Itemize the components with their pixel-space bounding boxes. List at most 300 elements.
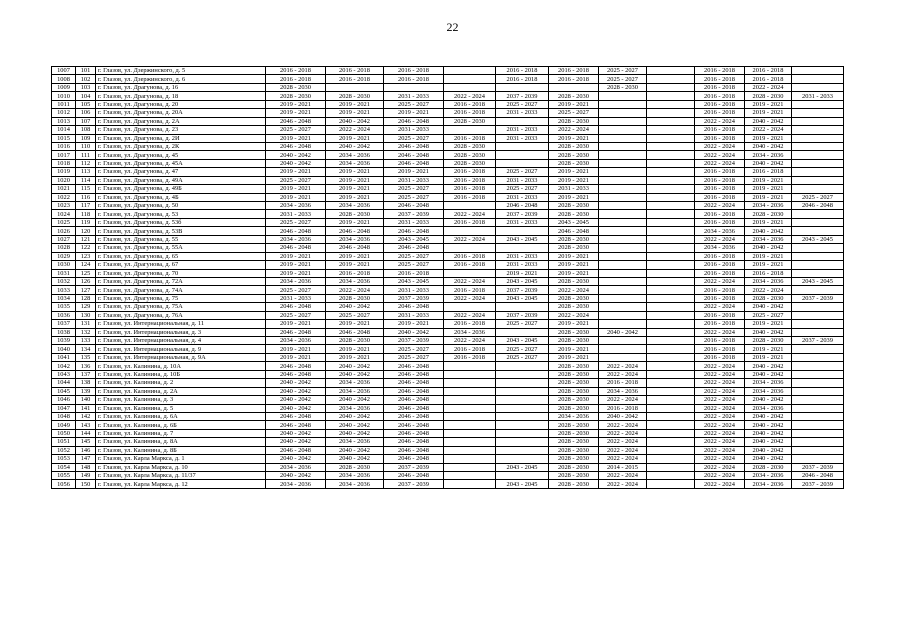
table-row — [52, 303, 844, 311]
period-cell — [444, 480, 496, 488]
period-cell: 2028 - 2030 — [549, 235, 599, 243]
period-cell: 2046 - 2048 — [266, 244, 326, 252]
period-cell — [599, 320, 647, 328]
address-cell: г. Глазов, ул. Калинина, д. 10Б — [96, 370, 266, 378]
period-cell: 2016 - 2018 — [695, 261, 745, 269]
period-cell: 2022 - 2024 — [599, 396, 647, 404]
period-cell — [647, 370, 695, 378]
period-cell: 2034 - 2036 — [549, 412, 599, 420]
period-cell: 2022 - 2024 — [549, 311, 599, 319]
period-cell: 2037 - 2039 — [792, 294, 844, 302]
row-number-cell: 1050 — [52, 429, 76, 437]
row-number-cell: 1011 — [52, 100, 76, 108]
period-cell: 2019 - 2021 — [745, 345, 792, 353]
period-cell — [647, 379, 695, 387]
period-cell — [792, 303, 844, 311]
period-cell — [444, 472, 496, 480]
address-cell: г. Глазов, ул. Драгунова, д. 55 — [96, 235, 266, 243]
period-cell — [647, 353, 695, 361]
period-cell: 2016 - 2018 — [599, 404, 647, 412]
table-row — [52, 117, 844, 125]
period-cell — [444, 455, 496, 463]
table-row — [52, 252, 844, 260]
period-cell — [792, 67, 844, 75]
period-cell: 2022 - 2024 — [695, 429, 745, 437]
period-cell: 2034 - 2036 — [745, 480, 792, 488]
period-cell: 2016 - 2018 — [444, 185, 496, 193]
table-row — [52, 159, 844, 167]
period-cell: 2040 - 2042 — [266, 472, 326, 480]
period-cell: 2025 - 2027 — [326, 311, 384, 319]
address-cell: г. Глазов, ул. Драгунова, д. 53б — [96, 218, 266, 226]
item-number-cell: 123 — [76, 252, 96, 260]
item-number-cell: 119 — [76, 218, 96, 226]
row-number-cell: 1027 — [52, 235, 76, 243]
item-number-cell: 137 — [76, 370, 96, 378]
period-cell: 2040 - 2042 — [326, 455, 384, 463]
period-cell: 2019 - 2021 — [384, 320, 444, 328]
period-cell: 2028 - 2030 — [444, 151, 496, 159]
address-cell: г. Глазов, ул. Интернациональная, д. 3 — [96, 328, 266, 336]
period-cell: 2016 - 2018 — [496, 75, 549, 83]
period-cell: 2037 - 2039 — [496, 92, 549, 100]
period-cell — [647, 269, 695, 277]
period-cell: 2028 - 2030 — [266, 83, 326, 91]
period-cell — [647, 244, 695, 252]
row-number-cell: 1046 — [52, 396, 76, 404]
row-number-cell: 1054 — [52, 463, 76, 471]
period-cell — [599, 269, 647, 277]
period-cell: 2016 - 2018 — [496, 67, 549, 75]
period-cell: 2040 - 2042 — [266, 387, 326, 395]
item-number-cell: 126 — [76, 277, 96, 285]
address-cell: г. Глазов, ул. Калинина, д. 2А — [96, 387, 266, 395]
address-cell: г. Глазов, ул. Интернациональная, д. 4 — [96, 337, 266, 345]
item-number-cell: 141 — [76, 404, 96, 412]
period-cell — [647, 311, 695, 319]
period-cell — [647, 142, 695, 150]
item-number-cell: 149 — [76, 472, 96, 480]
period-cell — [599, 210, 647, 218]
period-cell: 2016 - 2018 — [695, 252, 745, 260]
period-cell: 2028 - 2030 — [549, 142, 599, 150]
period-cell: 2019 - 2021 — [266, 109, 326, 117]
period-cell — [647, 472, 695, 480]
period-cell: 2019 - 2021 — [745, 252, 792, 260]
period-cell: 2031 - 2033 — [496, 252, 549, 260]
period-cell: 2034 - 2036 — [326, 379, 384, 387]
period-cell — [599, 286, 647, 294]
period-cell: 2040 - 2042 — [326, 362, 384, 370]
table-row — [52, 227, 844, 235]
period-cell — [599, 294, 647, 302]
item-number-cell: 115 — [76, 185, 96, 193]
table-row — [52, 277, 844, 285]
period-cell: 2022 - 2024 — [695, 404, 745, 412]
period-cell: 2022 - 2024 — [599, 370, 647, 378]
period-cell: 2016 - 2018 — [444, 286, 496, 294]
address-cell: г. Глазов, ул. Драгунова, д. 20А — [96, 109, 266, 117]
period-cell: 2022 - 2024 — [695, 455, 745, 463]
item-number-cell: 146 — [76, 446, 96, 454]
item-number-cell: 128 — [76, 294, 96, 302]
row-number-cell: 1007 — [52, 67, 76, 75]
period-cell: 2034 - 2036 — [745, 202, 792, 210]
period-cell — [444, 421, 496, 429]
period-cell: 2019 - 2021 — [326, 345, 384, 353]
period-cell: 2028 - 2030 — [549, 303, 599, 311]
period-cell: 2022 - 2024 — [745, 286, 792, 294]
address-cell: г. Глазов, ул. Карла Маркса, д. 11/37 — [96, 472, 266, 480]
period-cell — [647, 345, 695, 353]
period-cell: 2031 - 2033 — [496, 134, 549, 142]
period-cell — [647, 320, 695, 328]
period-cell: 2016 - 2018 — [384, 75, 444, 83]
period-cell: 2043 - 2045 — [496, 277, 549, 285]
period-cell: 2028 - 2030 — [549, 328, 599, 336]
period-cell: 2022 - 2024 — [444, 294, 496, 302]
period-cell: 2040 - 2042 — [266, 159, 326, 167]
period-cell: 2022 - 2024 — [695, 159, 745, 167]
period-cell: 2028 - 2030 — [444, 159, 496, 167]
period-cell — [496, 387, 549, 395]
period-cell: 2016 - 2018 — [549, 67, 599, 75]
row-number-cell: 1008 — [52, 75, 76, 83]
period-cell — [647, 117, 695, 125]
period-cell: 2034 - 2036 — [745, 472, 792, 480]
address-cell: г. Глазов, ул. Карла Маркса, д. 10 — [96, 463, 266, 471]
period-cell: 2022 - 2024 — [695, 396, 745, 404]
period-cell: 2022 - 2024 — [599, 421, 647, 429]
period-cell — [792, 126, 844, 134]
table-row — [52, 370, 844, 378]
address-cell: г. Глазов, ул. Драгунова, д. 4Б — [96, 193, 266, 201]
period-cell: 2028 - 2030 — [549, 117, 599, 125]
period-cell: 2022 - 2024 — [695, 151, 745, 159]
period-cell: 2028 - 2030 — [326, 294, 384, 302]
address-cell: г. Глазов, ул. Драгунова, д. 2А — [96, 117, 266, 125]
period-cell: 2046 - 2048 — [384, 472, 444, 480]
table-row — [52, 210, 844, 218]
period-cell: 2040 - 2042 — [745, 421, 792, 429]
period-cell: 2046 - 2048 — [266, 227, 326, 235]
address-cell: г. Глазов, ул. Калинина, д. 8А — [96, 438, 266, 446]
period-cell: 2028 - 2030 — [549, 472, 599, 480]
period-cell: 2016 - 2018 — [266, 75, 326, 83]
period-cell — [647, 421, 695, 429]
period-cell: 2028 - 2030 — [549, 362, 599, 370]
address-cell: г. Глазов, ул. Драгунова, д. 55А — [96, 244, 266, 252]
table-row — [52, 235, 844, 243]
period-cell: 2019 - 2021 — [266, 345, 326, 353]
item-number-cell: 124 — [76, 261, 96, 269]
period-cell: 2022 - 2024 — [745, 126, 792, 134]
item-number-cell: 138 — [76, 379, 96, 387]
period-cell: 2034 - 2036 — [326, 159, 384, 167]
period-cell: 2019 - 2021 — [326, 176, 384, 184]
period-cell — [496, 379, 549, 387]
period-cell — [496, 117, 549, 125]
period-cell: 2046 - 2048 — [384, 438, 444, 446]
period-cell — [444, 387, 496, 395]
period-cell: 2037 - 2039 — [496, 286, 549, 294]
period-cell: 2028 - 2030 — [549, 480, 599, 488]
period-cell: 2046 - 2048 — [384, 202, 444, 210]
period-cell: 2022 - 2024 — [444, 210, 496, 218]
period-cell: 2022 - 2024 — [599, 438, 647, 446]
item-number-cell: 107 — [76, 117, 96, 125]
item-number-cell: 135 — [76, 353, 96, 361]
period-cell: 2034 - 2036 — [695, 227, 745, 235]
period-cell: 2028 - 2030 — [549, 92, 599, 100]
address-cell: г. Глазов, ул. Калинина, д. 6А — [96, 412, 266, 420]
period-cell — [792, 286, 844, 294]
period-cell — [792, 455, 844, 463]
period-cell: 2046 - 2048 — [326, 328, 384, 336]
period-cell: 2034 - 2036 — [599, 387, 647, 395]
period-cell: 2022 - 2024 — [599, 472, 647, 480]
period-cell: 2040 - 2042 — [326, 412, 384, 420]
item-number-cell: 108 — [76, 126, 96, 134]
address-cell: г. Глазов, ул. Драгунова, д. 2И — [96, 134, 266, 142]
period-cell: 2040 - 2042 — [326, 142, 384, 150]
item-number-cell: 116 — [76, 193, 96, 201]
period-cell: 2028 - 2030 — [549, 370, 599, 378]
period-cell: 2040 - 2042 — [745, 370, 792, 378]
period-cell: 2019 - 2021 — [326, 252, 384, 260]
period-cell — [792, 269, 844, 277]
period-cell — [496, 446, 549, 454]
row-number-cell: 1010 — [52, 92, 76, 100]
address-cell: г. Глазов, ул. Драгунова, д. 67 — [96, 261, 266, 269]
address-cell: г. Глазов, ул. Драгунова, д. 45А — [96, 159, 266, 167]
period-cell: 2040 - 2042 — [745, 438, 792, 446]
period-cell — [792, 379, 844, 387]
period-cell: 2025 - 2027 — [496, 168, 549, 176]
period-cell — [444, 412, 496, 420]
period-cell: 2019 - 2021 — [384, 168, 444, 176]
address-cell: г. Глазов, ул. Драгунова, д. 23 — [96, 126, 266, 134]
period-cell: 2025 - 2027 — [599, 67, 647, 75]
item-number-cell: 148 — [76, 463, 96, 471]
period-cell: 2046 - 2048 — [384, 227, 444, 235]
period-cell — [647, 218, 695, 226]
period-cell: 2019 - 2021 — [549, 176, 599, 184]
table-row — [52, 126, 844, 134]
period-cell: 2019 - 2021 — [326, 320, 384, 328]
period-cell — [599, 345, 647, 353]
row-number-cell: 1048 — [52, 412, 76, 420]
row-number-cell: 1029 — [52, 252, 76, 260]
period-cell: 2019 - 2021 — [326, 353, 384, 361]
period-cell — [599, 100, 647, 108]
row-number-cell: 1018 — [52, 159, 76, 167]
period-cell: 2028 - 2030 — [745, 337, 792, 345]
period-cell: 2016 - 2018 — [695, 193, 745, 201]
period-cell: 2040 - 2042 — [745, 429, 792, 437]
period-cell: 2046 - 2048 — [384, 142, 444, 150]
period-cell: 2016 - 2018 — [326, 269, 384, 277]
period-cell — [792, 412, 844, 420]
period-cell — [444, 404, 496, 412]
period-cell: 2025 - 2027 — [266, 126, 326, 134]
period-cell: 2019 - 2021 — [549, 193, 599, 201]
period-cell: 2019 - 2021 — [549, 353, 599, 361]
period-cell — [384, 83, 444, 91]
period-cell: 2031 - 2033 — [496, 261, 549, 269]
period-cell — [599, 193, 647, 201]
period-cell: 2028 - 2030 — [444, 142, 496, 150]
address-cell: г. Глазов, ул. Калинина, д. 8Б — [96, 446, 266, 454]
period-cell: 2019 - 2021 — [745, 100, 792, 108]
period-cell: 2034 - 2036 — [326, 404, 384, 412]
period-cell: 2028 - 2030 — [549, 387, 599, 395]
period-cell: 2040 - 2042 — [745, 159, 792, 167]
period-cell — [444, 83, 496, 91]
period-cell: 2016 - 2018 — [695, 353, 745, 361]
period-cell: 2046 - 2048 — [384, 117, 444, 125]
period-cell: 2019 - 2021 — [266, 100, 326, 108]
period-cell — [647, 261, 695, 269]
period-cell: 2014 - 2015 — [599, 463, 647, 471]
period-cell — [599, 176, 647, 184]
period-cell: 2019 - 2021 — [745, 176, 792, 184]
period-cell — [599, 252, 647, 260]
period-cell: 2040 - 2042 — [326, 446, 384, 454]
table-row — [52, 67, 844, 75]
address-cell: г. Глазов, ул. Калинина, д. 6Б — [96, 421, 266, 429]
period-cell: 2028 - 2030 — [549, 244, 599, 252]
address-cell: г. Глазов, ул. Калинина, д. 3 — [96, 396, 266, 404]
item-number-cell: 139 — [76, 387, 96, 395]
period-cell: 2037 - 2039 — [496, 210, 549, 218]
table-row — [52, 337, 844, 345]
period-cell: 2016 - 2018 — [745, 269, 792, 277]
period-cell: 2031 - 2033 — [266, 294, 326, 302]
address-cell: г. Глазов, ул. Драгунова, д. 47 — [96, 168, 266, 176]
item-number-cell: 132 — [76, 328, 96, 336]
period-cell — [647, 100, 695, 108]
period-cell: 2022 - 2024 — [599, 455, 647, 463]
address-cell: г. Глазов, ул. Интернациональная, д. 9 — [96, 345, 266, 353]
period-cell: 2031 - 2033 — [266, 210, 326, 218]
item-number-cell: 140 — [76, 396, 96, 404]
period-cell: 2022 - 2024 — [695, 142, 745, 150]
period-cell: 2019 - 2021 — [266, 134, 326, 142]
address-cell: г. Глазов, ул. Драгунова, д. 50 — [96, 202, 266, 210]
period-cell — [496, 412, 549, 420]
period-cell: 2019 - 2021 — [326, 100, 384, 108]
period-cell — [647, 362, 695, 370]
period-cell: 2019 - 2021 — [745, 109, 792, 117]
table-row — [52, 218, 844, 226]
address-cell: г. Глазов, ул. Карла Маркса, д. 1 — [96, 455, 266, 463]
period-cell: 2016 - 2018 — [695, 320, 745, 328]
row-number-cell: 1023 — [52, 202, 76, 210]
address-cell: г. Глазов, ул. Драгунова, д. 53В — [96, 227, 266, 235]
period-cell: 2037 - 2039 — [384, 294, 444, 302]
period-cell — [792, 109, 844, 117]
period-cell — [326, 83, 384, 91]
period-cell: 2019 - 2021 — [549, 252, 599, 260]
period-cell: 2037 - 2039 — [496, 311, 549, 319]
period-cell: 2022 - 2024 — [745, 83, 792, 91]
period-cell: 2037 - 2039 — [384, 337, 444, 345]
period-cell: 2025 - 2027 — [496, 320, 549, 328]
row-number-cell: 1055 — [52, 472, 76, 480]
period-cell: 2031 - 2033 — [792, 92, 844, 100]
period-cell: 2016 - 2018 — [444, 261, 496, 269]
period-cell: 2025 - 2027 — [384, 345, 444, 353]
table-row — [52, 396, 844, 404]
period-cell: 2040 - 2042 — [745, 303, 792, 311]
period-cell: 2046 - 2048 — [266, 142, 326, 150]
period-cell — [599, 337, 647, 345]
table-row — [52, 261, 844, 269]
period-cell — [647, 126, 695, 134]
period-cell — [599, 218, 647, 226]
row-number-cell: 1030 — [52, 261, 76, 269]
address-cell: г. Глазов, ул. Калинина, д. 10А — [96, 362, 266, 370]
period-cell: 2040 - 2042 — [599, 328, 647, 336]
period-cell — [444, 303, 496, 311]
period-cell: 2046 - 2048 — [384, 429, 444, 437]
row-number-cell: 1028 — [52, 244, 76, 252]
address-cell: г. Глазов, ул. Драгунова, д. 18 — [96, 92, 266, 100]
period-cell: 2022 - 2024 — [695, 362, 745, 370]
period-cell: 2040 - 2042 — [326, 370, 384, 378]
address-cell: г. Глазов, ул. Дзержинского, д. 6 — [96, 75, 266, 83]
period-cell: 2046 - 2048 — [266, 421, 326, 429]
item-number-cell: 114 — [76, 176, 96, 184]
row-number-cell: 1017 — [52, 151, 76, 159]
row-number-cell: 1040 — [52, 345, 76, 353]
item-number-cell: 102 — [76, 75, 96, 83]
period-cell — [496, 151, 549, 159]
period-cell: 2040 - 2042 — [266, 438, 326, 446]
row-number-cell: 1042 — [52, 362, 76, 370]
row-number-cell: 1044 — [52, 379, 76, 387]
item-number-cell: 143 — [76, 421, 96, 429]
period-cell — [496, 404, 549, 412]
period-cell: 2037 - 2039 — [792, 463, 844, 471]
period-cell: 2016 - 2018 — [745, 168, 792, 176]
period-cell — [599, 151, 647, 159]
period-cell: 2022 - 2024 — [695, 277, 745, 285]
period-cell — [792, 159, 844, 167]
period-cell — [444, 126, 496, 134]
period-cell: 2046 - 2048 — [326, 244, 384, 252]
period-cell: 2028 - 2030 — [599, 83, 647, 91]
period-cell — [792, 252, 844, 260]
table-row — [52, 83, 844, 91]
item-number-cell: 144 — [76, 429, 96, 437]
period-cell: 2046 - 2048 — [384, 379, 444, 387]
period-cell: 2016 - 2018 — [444, 345, 496, 353]
period-cell: 2019 - 2021 — [745, 353, 792, 361]
period-cell: 2040 - 2042 — [266, 455, 326, 463]
table-row — [52, 480, 844, 488]
row-number-cell: 1014 — [52, 126, 76, 134]
period-cell: 2028 - 2030 — [549, 421, 599, 429]
period-cell: 2031 - 2033 — [496, 176, 549, 184]
period-cell: 2025 - 2027 — [266, 311, 326, 319]
row-number-cell: 1009 — [52, 83, 76, 91]
table-row — [52, 404, 844, 412]
period-cell — [496, 455, 549, 463]
period-cell — [647, 277, 695, 285]
period-cell: 2046 - 2048 — [384, 387, 444, 395]
